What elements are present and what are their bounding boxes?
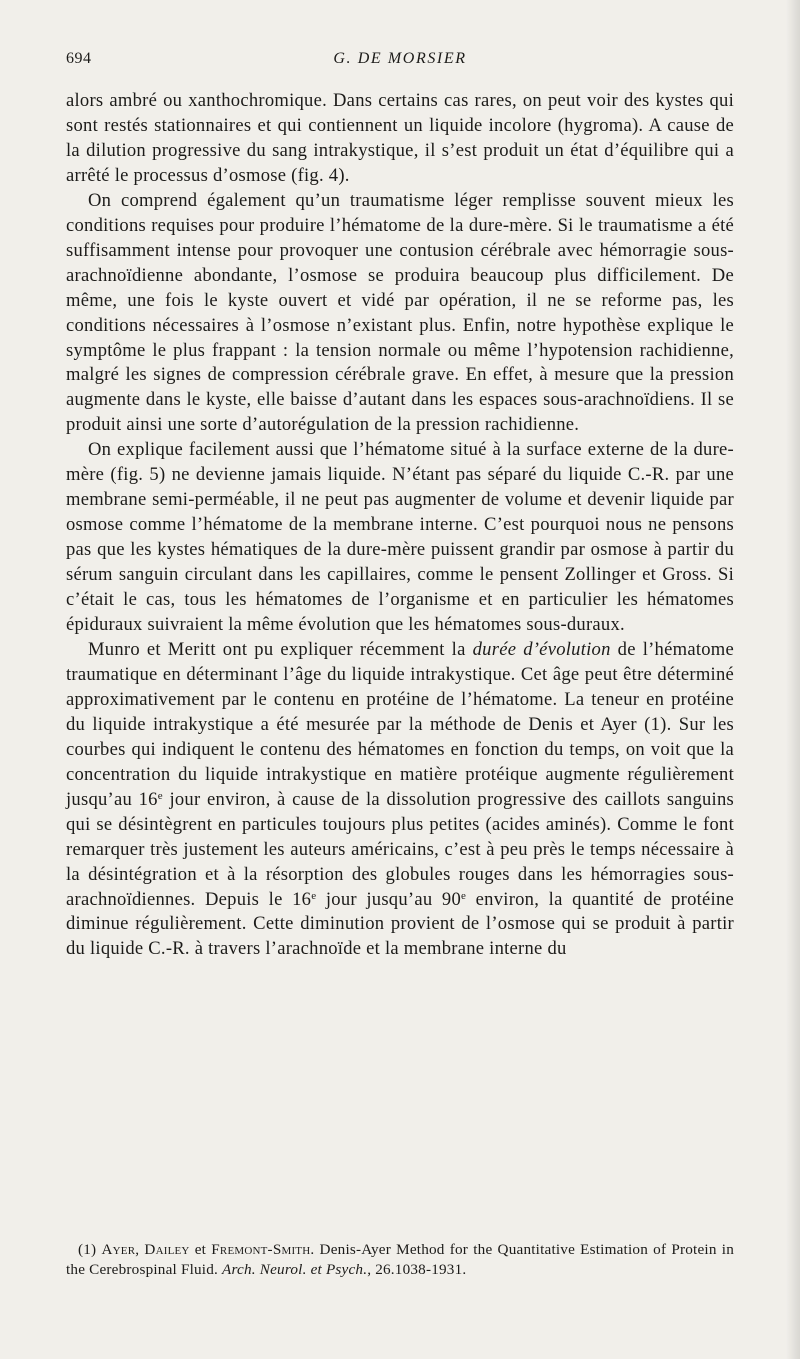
footnote — [66, 1240, 734, 1280]
footnote-1 — [66, 1240, 734, 1280]
footnote-title: Denis-Ayer Method for the Quantitative Estimation of Protein in the Cerebrospinal Fluid. — [66, 1241, 735, 1278]
paragraph-4-part-d: jour jusqu’au 90 — [316, 888, 462, 910]
footnote-author-3: Fremont-Smith. — [211, 1241, 315, 1258]
superscript-e: e — [157, 789, 163, 802]
paragraph-4-part-c: jour environ, à cause de la dissolution progressive des caillots sanguins qui se désintègrent en particules toujours plus petites (acides aminés). Comme le font remarquer très justement les auteurs américains, c’est à peu près le temps nécessaire à la désintégration et à la résorption des globules rouges dans les hémorragies sous-arachnoïdiennes. Depuis le 16 — [66, 788, 734, 910]
paragraph-4-part-b: de l’hématome traumatique en déterminant l’âge du liquide intrakystique. Cet âge peut être déterminé approximativement par le contenu en protéine de l’hématome. La teneur en protéine du liquide intrakystique a été mesurée par la méthode de Denis et Ayer (1). Sur les courbes qui indiquent le contenu des hématomes en fonction du temps, on voit que la concentration du liquide intrakystique en matière protéique augmente régulièrement jusqu’au 16 — [66, 638, 734, 810]
superscript-e: e — [461, 889, 467, 902]
paragraph-1: alors ambré ou xanthochromique. Dans certains cas rares, on peut voir des kystes qui sont restés stationnaires et qui contiennent un liquide incolore (hygroma). A cause de la dilution progressive du sang intrakystique, il s’est produit un état d’équilibre qui a arrêté le processus d’osmose (fig. 4). — [66, 90, 734, 186]
page-header — [66, 50, 734, 74]
page-number: 694 — [66, 50, 92, 67]
footnote-et: et — [189, 1241, 212, 1258]
page-edge-shadow — [786, 0, 800, 1359]
paragraph-3: On explique facilement aussi que l’hématome situé à la surface externe de la dure-mère (fig. 5) ne devienne jamais liquide. N’étant pas séparé du liquide C.-R. par une membrane semi-perméable, il ne peut pas augmenter de volume et devenir liquide par osmose comme l’hématome de la membrane interne. C’est pourquoi nous ne pensons pas que les kystes hématiques de la dure-mère puissent grandir par osmose à partir du sérum sanguin circulant dans les capillaires, comme le pensent Zollinger et Gross. Si c’était le cas, tous les hématomes de l’organisme et en particulier les hématomes épiduraux suivraient la même évolution que les hématomes sous-duraux. — [66, 439, 734, 636]
emphasis-duree-evolution: durée d’évolution — [472, 638, 611, 660]
body-text — [66, 89, 734, 962]
footnote-authors: Ayer, Dailey — [101, 1241, 190, 1258]
paragraph-2: On comprend également qu’un traumatisme léger remplisse souvent mieux les conditions requises pour produire l’hématome de la dure-mère. Si le traumatisme a été suffisamment intense pour provoquer une contusion cérébrale avec hémorragie sous-arachnoïdienne abondante, l’osmose se produira beaucoup plus difficilement. De même, une fois le kyste ouvert et vidé par opération, il ne se reforme pas, les conditions nécessaires à l’osmose n’existant plus. Enfin, notre hypothèse explique le symptôme le plus frappant : la tension normale ou même l’hypotension rachidienne, malgré les signes de compression cérébrale grave. En effet, à mesure que la pression augmente dans le kyste, elle baisse d’autant dans les espaces sous-arachnoïdiens. Il se produit ainsi une sorte d’autorégulation de la pression rachidienne. — [66, 189, 734, 436]
paragraph-4 — [66, 638, 734, 962]
running-head: G. DE MORSIER — [333, 50, 467, 67]
paragraph-4-part-e: environ, la quantité de protéine diminue régulièrement. Cette diminution provient de l’osmose qui se produit à partir du liquide C.-R. à travers l’arachnoïde et la membrane interne du — [66, 888, 734, 960]
footnote-journal: Arch. Neurol. et Psych. — [222, 1261, 368, 1278]
footnote-marker: (1) — [78, 1241, 102, 1258]
paragraph-4-part-a: Munro et Meritt ont pu expliquer récemment la — [88, 638, 473, 660]
footnote-reference: , 26.1038-1931. — [367, 1261, 467, 1278]
superscript-e: e — [311, 889, 317, 902]
